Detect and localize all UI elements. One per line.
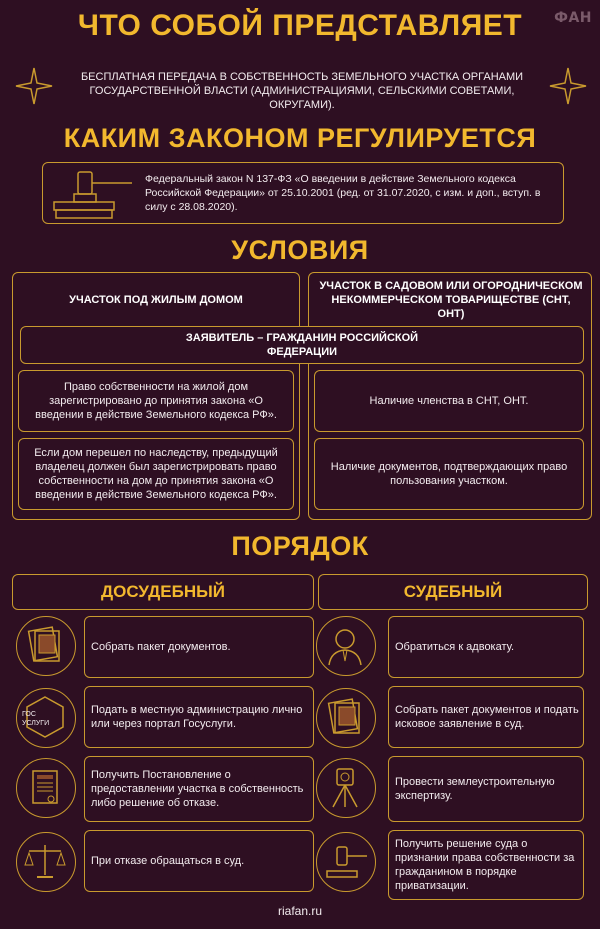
gosuslugi-label-line: ГОС (22, 711, 36, 718)
title-law: КАКИМ ЗАКОНОМ РЕГУЛИРУЕТСЯ (63, 123, 537, 153)
gosuslugi-label (22, 710, 70, 728)
definition-text: БЕСПЛАТНАЯ ПЕРЕДАЧА В СОБСТВЕННОСТЬ ЗЕМЕЛЬНОГО УЧАСТКА ОРГАНАМИ ГОСУДАРСТВЕННОЙ ВЛАСТИ (АДМИНИСТРАЦИЯМИ, СЕЛЬСКИМИ СОВЕТАМИ, ОКРУГАМИ). (80, 71, 524, 111)
pretrial-step-text: При отказе обращаться в суд. (91, 855, 245, 867)
star-icon-right (548, 66, 588, 106)
pretrial-header: ДОСУДЕБНЫЙ (101, 582, 225, 601)
surveying-instrument-icon (316, 758, 376, 818)
condition-item-text: Наличие документов, подтверждающих право пользования участком. (330, 461, 568, 487)
documents-icon (16, 616, 76, 676)
judicial-step-text: Получить решение суда о признании права собственности за гражданином в порядке приватизации. (395, 838, 575, 892)
applicant-text: ЗАЯВИТЕЛЬ – ГРАЖДАНИН РОССИЙСКОЙ ФЕДЕРАЦИИ (185, 332, 419, 358)
condition-header-snt: УЧАСТОК В САДОВОМ ИЛИ ОГОРОДНИЧЕСКОМ НЕКОММЕРЧЕСКОМ ТОВАРИЩЕСТВЕ (СНТ, ОНТ) (319, 280, 583, 320)
title-conditions: УСЛОВИЯ (231, 235, 369, 265)
gavel-icon (52, 168, 134, 220)
star-icon-left (14, 66, 54, 106)
fan-logo: ФАН (554, 10, 592, 26)
title-what-is: ЧТО СОБОЙ ПРЕДСТАВЛЯЕТ (77, 9, 523, 42)
documents-icon (316, 688, 376, 748)
law-text: Федеральный закон N 137-ФЗ «О введении в действие Земельного кодекса Российской Федерации» от 25.10.2001 (ред. от 31.07.2020, с изм. и доп., вступ. в силу с 28.08.2020). (145, 173, 541, 213)
scales-icon (16, 832, 76, 892)
pretrial-step-text: Подать в местную администрацию лично или через портал Госуслуги. (91, 704, 303, 730)
condition-item-text: Если дом перешел по наследству, предыдущий владелец должен был зарегистрировать право собственности на дом до принятия закона «О введении в действие Земельного кодекса РФ». (34, 447, 278, 501)
pretrial-step-text: Собрать пакет документов. (91, 641, 231, 653)
condition-item-text: Право собственности на жилой дом зарегистрировано до принятия закона «О введении в действие Земельного кодекса РФ». (35, 381, 277, 421)
judicial-step-text: Обратиться к адвокату. (395, 641, 515, 653)
resolution-document-icon (16, 758, 76, 818)
judicial-step-text: Провести землеустроительную экспертизу. (395, 776, 555, 802)
gavel-icon (316, 832, 376, 892)
condition-header-house: УЧАСТОК ПОД ЖИЛЫМ ДОМОМ (69, 294, 243, 306)
judicial-header: СУДЕБНЫЙ (403, 582, 503, 601)
condition-item-text: Наличие членства в СНТ, ОНТ. (369, 395, 529, 407)
lawyer-icon (316, 616, 376, 676)
pretrial-step-text: Получить Постановление о предоставлении участка в собственность либо решение об отказе. (91, 769, 304, 809)
footer-site[interactable]: riafan.ru (277, 904, 323, 918)
title-procedure: ПОРЯДОК (231, 531, 369, 561)
judicial-step-text: Собрать пакет документов и подать исковое заявление в суд. (395, 704, 579, 730)
gosuslugi-label-line: УСЛУГИ (22, 720, 50, 727)
